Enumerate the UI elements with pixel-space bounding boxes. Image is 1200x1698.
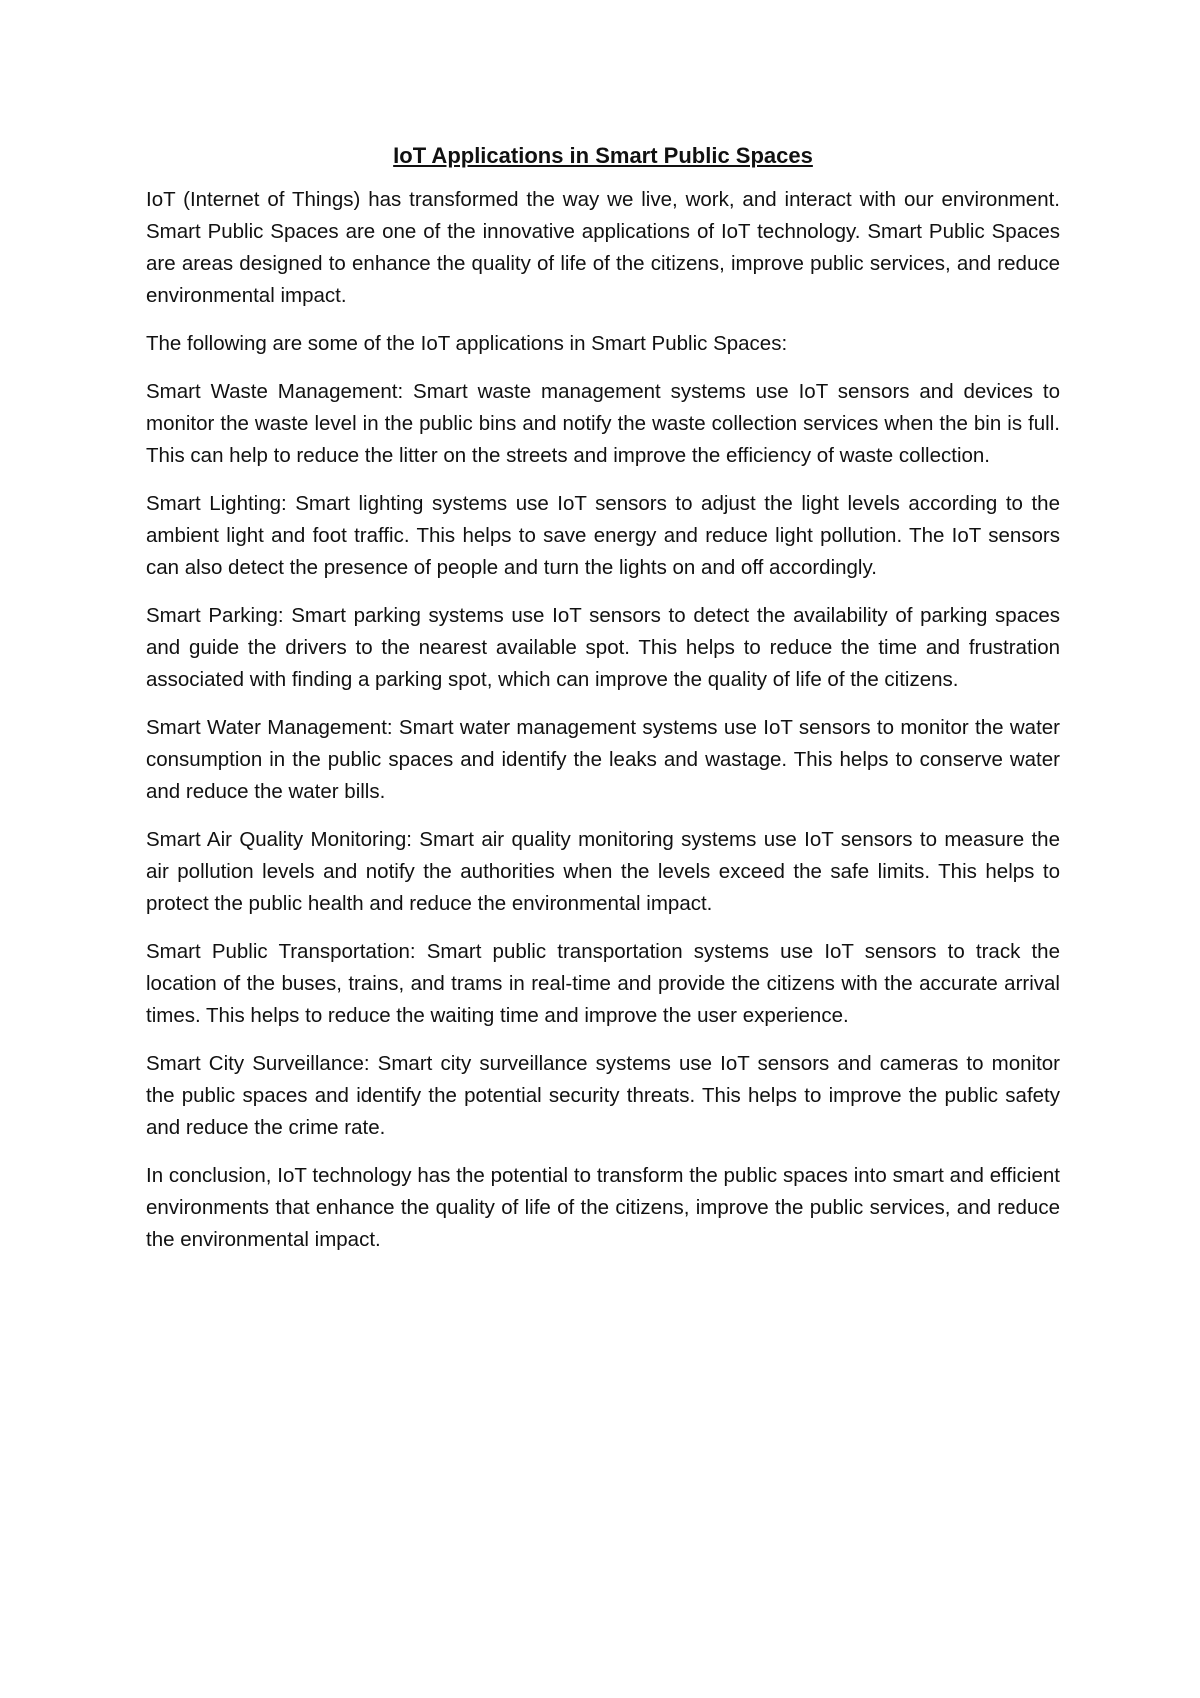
smart-water-management-paragraph: Smart Water Management: Smart water management systems use IoT sensors to monitor the water consumption in the public spaces and identify the leaks and wastage. This helps to conserve water and reduce the water bills. [146, 716, 1060, 803]
smart-parking-paragraph: Smart Parking: Smart parking systems use IoT sensors to detect the availability of parking spaces and guide the drivers to the nearest available spot. This helps to reduce the time and frustration associated with finding a parking spot, which can improve the quality of life of the citizens. [146, 604, 1060, 691]
smart-lighting-paragraph: Smart Lighting: Smart lighting systems use IoT sensors to adjust the light levels according to the ambient light and foot traffic. This helps to save energy and reduce light pollution. The IoT sensors can also detect the presence of people and turn the lights on and off accordingly. [146, 492, 1060, 579]
smart-air-quality-paragraph: Smart Air Quality Monitoring: Smart air quality monitoring systems use IoT sensors to measure the air pollution levels and notify the authorities when the levels exceed the safe limits. This helps to protect the public health and reduce the environmental impact. [146, 828, 1060, 915]
intro-paragraph: IoT (Internet of Things) has transformed the way we live, work, and interact with our environment. Smart Public Spaces are one of the innovative applications of IoT technology. Smart Public Spaces are areas designed to enhance the quality of life of the citizens, improve public services, and reduce environmental impact. [146, 188, 1060, 307]
smart-city-surveillance-paragraph: Smart City Surveillance: Smart city surveillance systems use IoT sensors and cameras to monitor the public spaces and identify the potential security threats. This helps to improve the public safety and reduce the crime rate. [146, 1052, 1060, 1139]
list-intro-paragraph: The following are some of the IoT applications in Smart Public Spaces: [146, 332, 788, 355]
smart-public-transportation-paragraph: Smart Public Transportation: Smart public transportation systems use IoT sensors to track the location of the buses, trains, and trams in real-time and provide the citizens with the accurate arrival times. This helps to reduce the waiting time and improve the user experience. [146, 940, 1060, 1027]
document-title: IoT Applications in Smart Public Spaces [393, 143, 813, 168]
smart-waste-management-paragraph: Smart Waste Management: Smart waste management systems use IoT sensors and devices to monitor the waste level in the public bins and notify the waste collection services when the bin is full. This can help to reduce the litter on the streets and improve the efficiency of waste collection. [146, 380, 1060, 467]
conclusion-paragraph: In conclusion, IoT technology has the potential to transform the public spaces into smart and efficient environments that enhance the quality of life of the citizens, improve the public services, and reduce the environmental impact. [146, 1164, 1060, 1251]
document-page [146, 140, 1060, 1272]
